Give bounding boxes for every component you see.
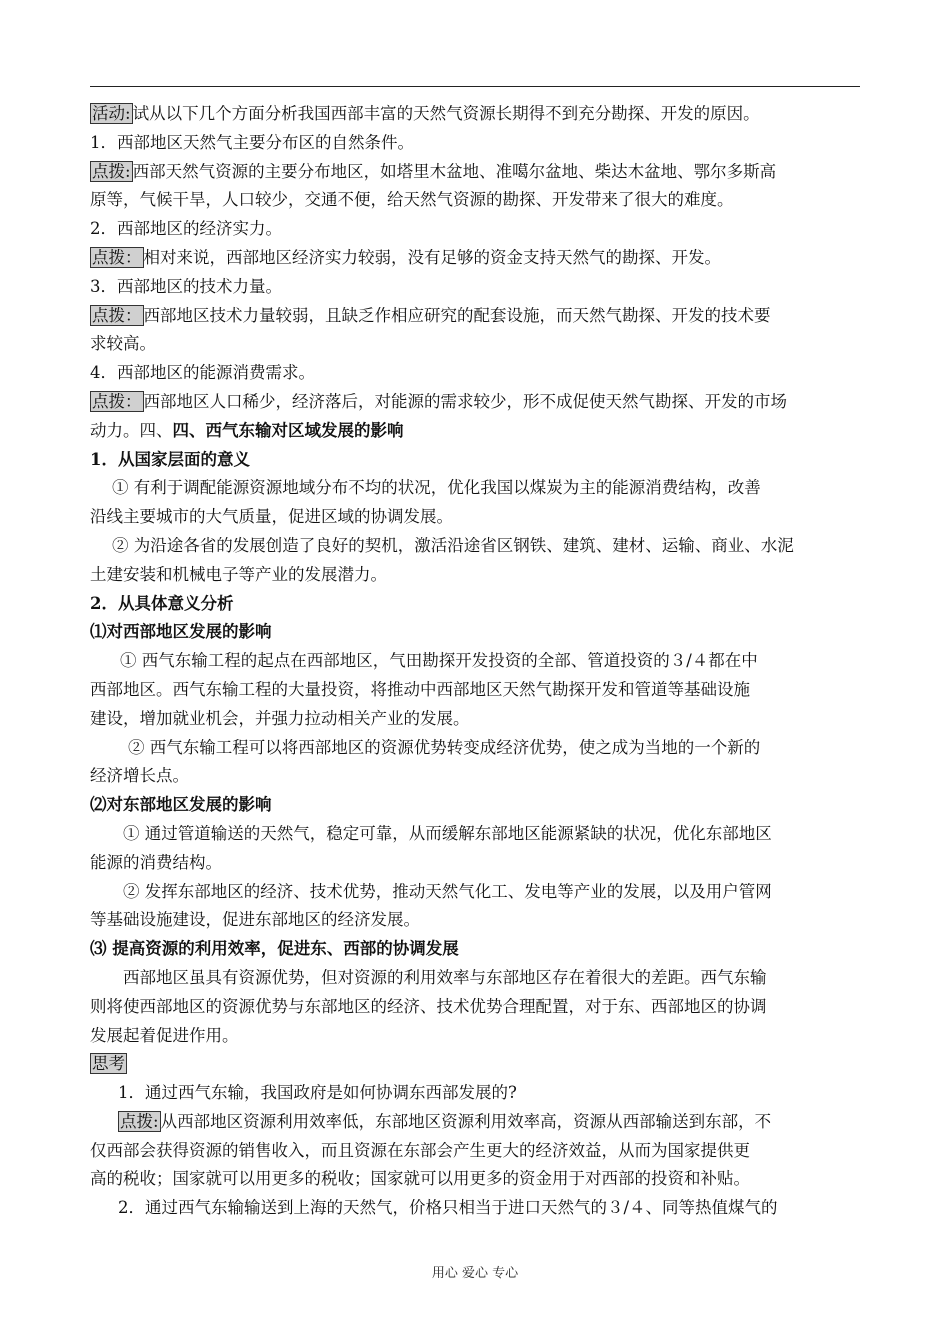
text-line <box>90 388 860 417</box>
text-line <box>90 935 860 964</box>
text-line <box>90 705 860 734</box>
text-line <box>90 1022 860 1051</box>
line-text: ① 西气东输工程的起点在西部地区，气田勘探开发投资的全部、管道投资的３/４都在中 <box>120 651 758 671</box>
text-line <box>90 906 860 935</box>
line-text: ⑵对东部地区发展的影响 <box>90 795 272 815</box>
text-line <box>90 186 860 215</box>
line-text: 动力。四、 <box>90 420 173 440</box>
line-text: 能源的消费结构。 <box>90 852 222 872</box>
text-line <box>90 244 860 273</box>
text-line <box>90 993 860 1022</box>
text-line <box>90 417 860 446</box>
highlight-label: 点拨： <box>92 305 142 325</box>
line-text: 西部地区技术力量较弱，且缺乏作相应研究的配套设施，而天然气勘探、开发的技术要 <box>143 305 771 325</box>
text-line <box>90 158 860 187</box>
text-line <box>90 791 860 820</box>
line-text: 3．西部地区的技术力量。 <box>90 276 282 296</box>
text-line <box>90 820 860 849</box>
line-text: 建设，增加就业机会，并强力拉动相关产业的发展。 <box>90 708 470 728</box>
line-text: 原等，气候干旱，人口较少，交通不便，给天然气资源的勘探、开发带来了很大的难度。 <box>90 190 734 210</box>
text-line <box>90 1108 860 1137</box>
highlight-label: 点拨: <box>120 1111 159 1131</box>
line-text: 2．通过西气东输输送到上海的天然气，价格只相当于进口天然气的３/４、同等热值煤气的 <box>118 1198 778 1218</box>
line-text: ② 为沿途各省的发展创造了良好的契机，激活沿途省区钢铁、建筑、建材、运输、商业、水泥 <box>112 535 794 555</box>
line-text: 1．从国家层面的意义 <box>90 449 250 469</box>
text-line <box>90 302 860 331</box>
text-line <box>90 734 860 763</box>
text-line <box>90 590 860 619</box>
line-text: 等基础设施建设，促进东部地区的经济发展。 <box>90 910 420 930</box>
line-text: 相对来说，西部地区经济实力较弱，没有足够的资金支持天然气的勘探、开发。 <box>143 247 721 267</box>
line-text: ② 发挥东部地区的经济、技术优势，推动天然气化工、发电等产业的发展，以及用户管网 <box>123 881 772 901</box>
text-line <box>90 330 860 359</box>
text-line <box>90 1050 860 1079</box>
text-line <box>90 1137 860 1166</box>
highlight-label: 点拨： <box>92 391 142 411</box>
line-text: 高的税收；国家就可以用更多的税收；国家就可以用更多的资金用于对西部的投资和补贴。 <box>90 1169 750 1189</box>
line-text: 土建安装和机械电子等产业的发展潜力。 <box>90 564 387 584</box>
text-line <box>90 964 860 993</box>
text-line <box>90 215 860 244</box>
line-text: 4．西部地区的能源消费需求。 <box>90 363 315 383</box>
text-line <box>90 1165 860 1194</box>
page-footer: 用心 爱心 专心 <box>431 1266 519 1281</box>
text-line <box>90 359 860 388</box>
text-line <box>90 273 860 302</box>
highlight-label: 思考 <box>92 1054 125 1074</box>
header-rule <box>90 86 860 87</box>
text-line <box>90 503 860 532</box>
highlight-label: 点拨： <box>92 247 142 267</box>
text-line <box>90 1079 860 1108</box>
text-line <box>90 618 860 647</box>
line-text: 2．西部地区的经济实力。 <box>90 219 282 239</box>
highlight-label: 点拨: <box>92 161 131 181</box>
line-text: ⑴对西部地区发展的影响 <box>90 622 272 642</box>
line-text: 沿线主要城市的大气质量，促进区域的协调发展。 <box>90 507 453 527</box>
line-text: 经济增长点。 <box>90 766 189 786</box>
line-text: 求较高。 <box>90 334 156 354</box>
line-text: 西部地区。西气东输工程的大量投资，将推动中西部地区天然气勘探开发和管道等基础设施 <box>90 679 750 699</box>
line-text: 发展起着促进作用。 <box>90 1025 239 1045</box>
text-line <box>90 100 860 129</box>
document-body <box>90 100 860 1223</box>
text-line <box>90 532 860 561</box>
text-line <box>90 446 860 475</box>
line-text: 西部地区人口稀少，经济落后，对能源的需求较少，形不成促使天然气勘探、开发的市场 <box>143 391 787 411</box>
line-text: ② 西气东输工程可以将西部地区的资源优势转变成经济优势，使之成为当地的一个新的 <box>128 737 761 757</box>
line-text: 1．西部地区天然气主要分布区的自然条件。 <box>90 132 414 152</box>
text-line <box>90 1194 860 1223</box>
line-text: 西部天然气资源的主要分布地区，如塔里木盆地、准噶尔盆地、柴达木盆地、鄂尔多斯高 <box>132 161 777 181</box>
text-line <box>90 474 860 503</box>
text-line <box>90 561 860 590</box>
line-text: 试从以下几个方面分析我国西部丰富的天然气资源长期得不到充分勘探、开发的原因。 <box>132 104 760 123</box>
line-text: ① 通过管道输送的天然气，稳定可靠，从而缓解东部地区能源紧缺的状况，优化东部地区 <box>123 823 772 843</box>
line-text: 仅西部会获得资源的销售收入，而且资源在东部会产生更大的经济效益，从而为国家提供更 <box>90 1140 750 1160</box>
text-line <box>90 676 860 705</box>
text-line <box>90 129 860 158</box>
text-line <box>90 849 860 878</box>
highlight-label: 活动: <box>92 104 131 123</box>
line-text: 2．从具体意义分析 <box>90 593 234 613</box>
line-text: 1．通过西气东输，我国政府是如何协调东西部发展的? <box>118 1083 517 1103</box>
text-line <box>90 762 860 791</box>
text-line <box>90 878 860 907</box>
line-text: 西部地区虽具有资源优势，但对资源的利用效率与东部地区存在着很大的差距。西气东输 <box>123 967 767 987</box>
section-heading: 四、西气东输对区域发展的影响 <box>172 420 404 440</box>
line-text: ① 有利于调配能源资源地域分布不均的状况，优化我国以煤炭为主的能源消费结构，改善 <box>112 478 761 498</box>
line-text: 从西部地区资源利用效率低，东部地区资源利用效率高，资源从西部输送到东部，不 <box>160 1111 772 1131</box>
line-text: ⑶ 提高资源的利用效率，促进东、西部的协调发展 <box>90 939 459 959</box>
line-text: 则将使西部地区的资源优势与东部地区的经济、技术优势合理配置，对于东、西部地区的协调 <box>90 996 767 1016</box>
text-line <box>90 647 860 676</box>
